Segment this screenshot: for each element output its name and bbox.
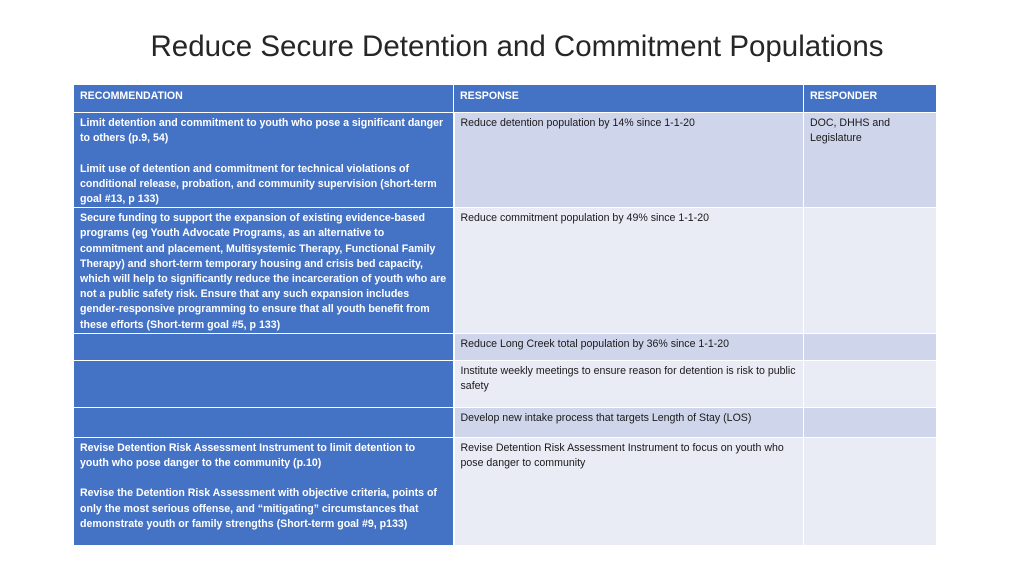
recommendation-cell: Revise Detention Risk Assessment Instrument to limit detention to youth who pose danger to the community (p.10) Revise the Detention Risk Assessment with objective criteria, points of only the most serious offense, and “mitigating” circumstances that demonstrate youth or family strengths (Short-term goal #9, p133) bbox=[74, 437, 454, 545]
page-title: Reduce Secure Detention and Commitment Populations bbox=[150, 30, 884, 63]
header-recommendation: RECOMMENDATION bbox=[74, 85, 454, 113]
table-row bbox=[74, 437, 937, 545]
response-cell: Reduce Long Creek total population by 36% since 1-1-20 bbox=[454, 333, 804, 360]
response-cell: Institute weekly meetings to ensure reason for detention is risk to public safety bbox=[454, 360, 804, 407]
responder-cell bbox=[804, 333, 937, 360]
response-cell: Develop new intake process that targets Length of Stay (LOS) bbox=[454, 407, 804, 437]
response-cell: Reduce commitment population by 49% since 1-1-20 bbox=[454, 208, 804, 334]
responder-cell bbox=[804, 407, 937, 437]
table-row bbox=[74, 407, 937, 437]
recommendations-table bbox=[73, 84, 937, 546]
table-header-row bbox=[74, 85, 937, 113]
response-cell: Revise Detention Risk Assessment Instrument to focus on youth who pose danger to community bbox=[454, 437, 804, 545]
responder-cell: DOC, DHHS and Legislature bbox=[804, 113, 937, 208]
recommendation-cell bbox=[74, 333, 454, 360]
table-row bbox=[74, 113, 937, 208]
table-row bbox=[74, 208, 937, 334]
responder-cell bbox=[804, 360, 937, 407]
recommendation-cell: Secure funding to support the expansion of existing evidence-based programs (eg Youth Advocate Programs, as an alternative to commitment and placement, Multisystemic Therapy, Functional Family Therapy) and short-term temporary housing and crisis bed capacity, which will help to significantly reduce the incarceration of youth who are not a public safety risk. Ensure that any such expansion includes gender-responsive programming to ensure that all youth benefit from these efforts (Short-term goal #5, p 133) bbox=[74, 208, 454, 334]
recommendation-cell: Limit detention and commitment to youth who pose a significant danger to others (p.9, 54) Limit use of detention and commitment for technical violations of conditional release, probation, and community supervision (short-term goal #13, p 133) bbox=[74, 113, 454, 208]
responder-cell bbox=[804, 208, 937, 334]
response-cell: Reduce detention population by 14% since 1-1-20 bbox=[454, 113, 804, 208]
header-responder: RESPONDER bbox=[804, 85, 937, 113]
recommendation-cell bbox=[74, 407, 454, 437]
table-row bbox=[74, 360, 937, 407]
responder-cell bbox=[804, 437, 937, 545]
table-row bbox=[74, 333, 937, 360]
recommendation-cell bbox=[74, 360, 454, 407]
header-response: RESPONSE bbox=[454, 85, 804, 113]
